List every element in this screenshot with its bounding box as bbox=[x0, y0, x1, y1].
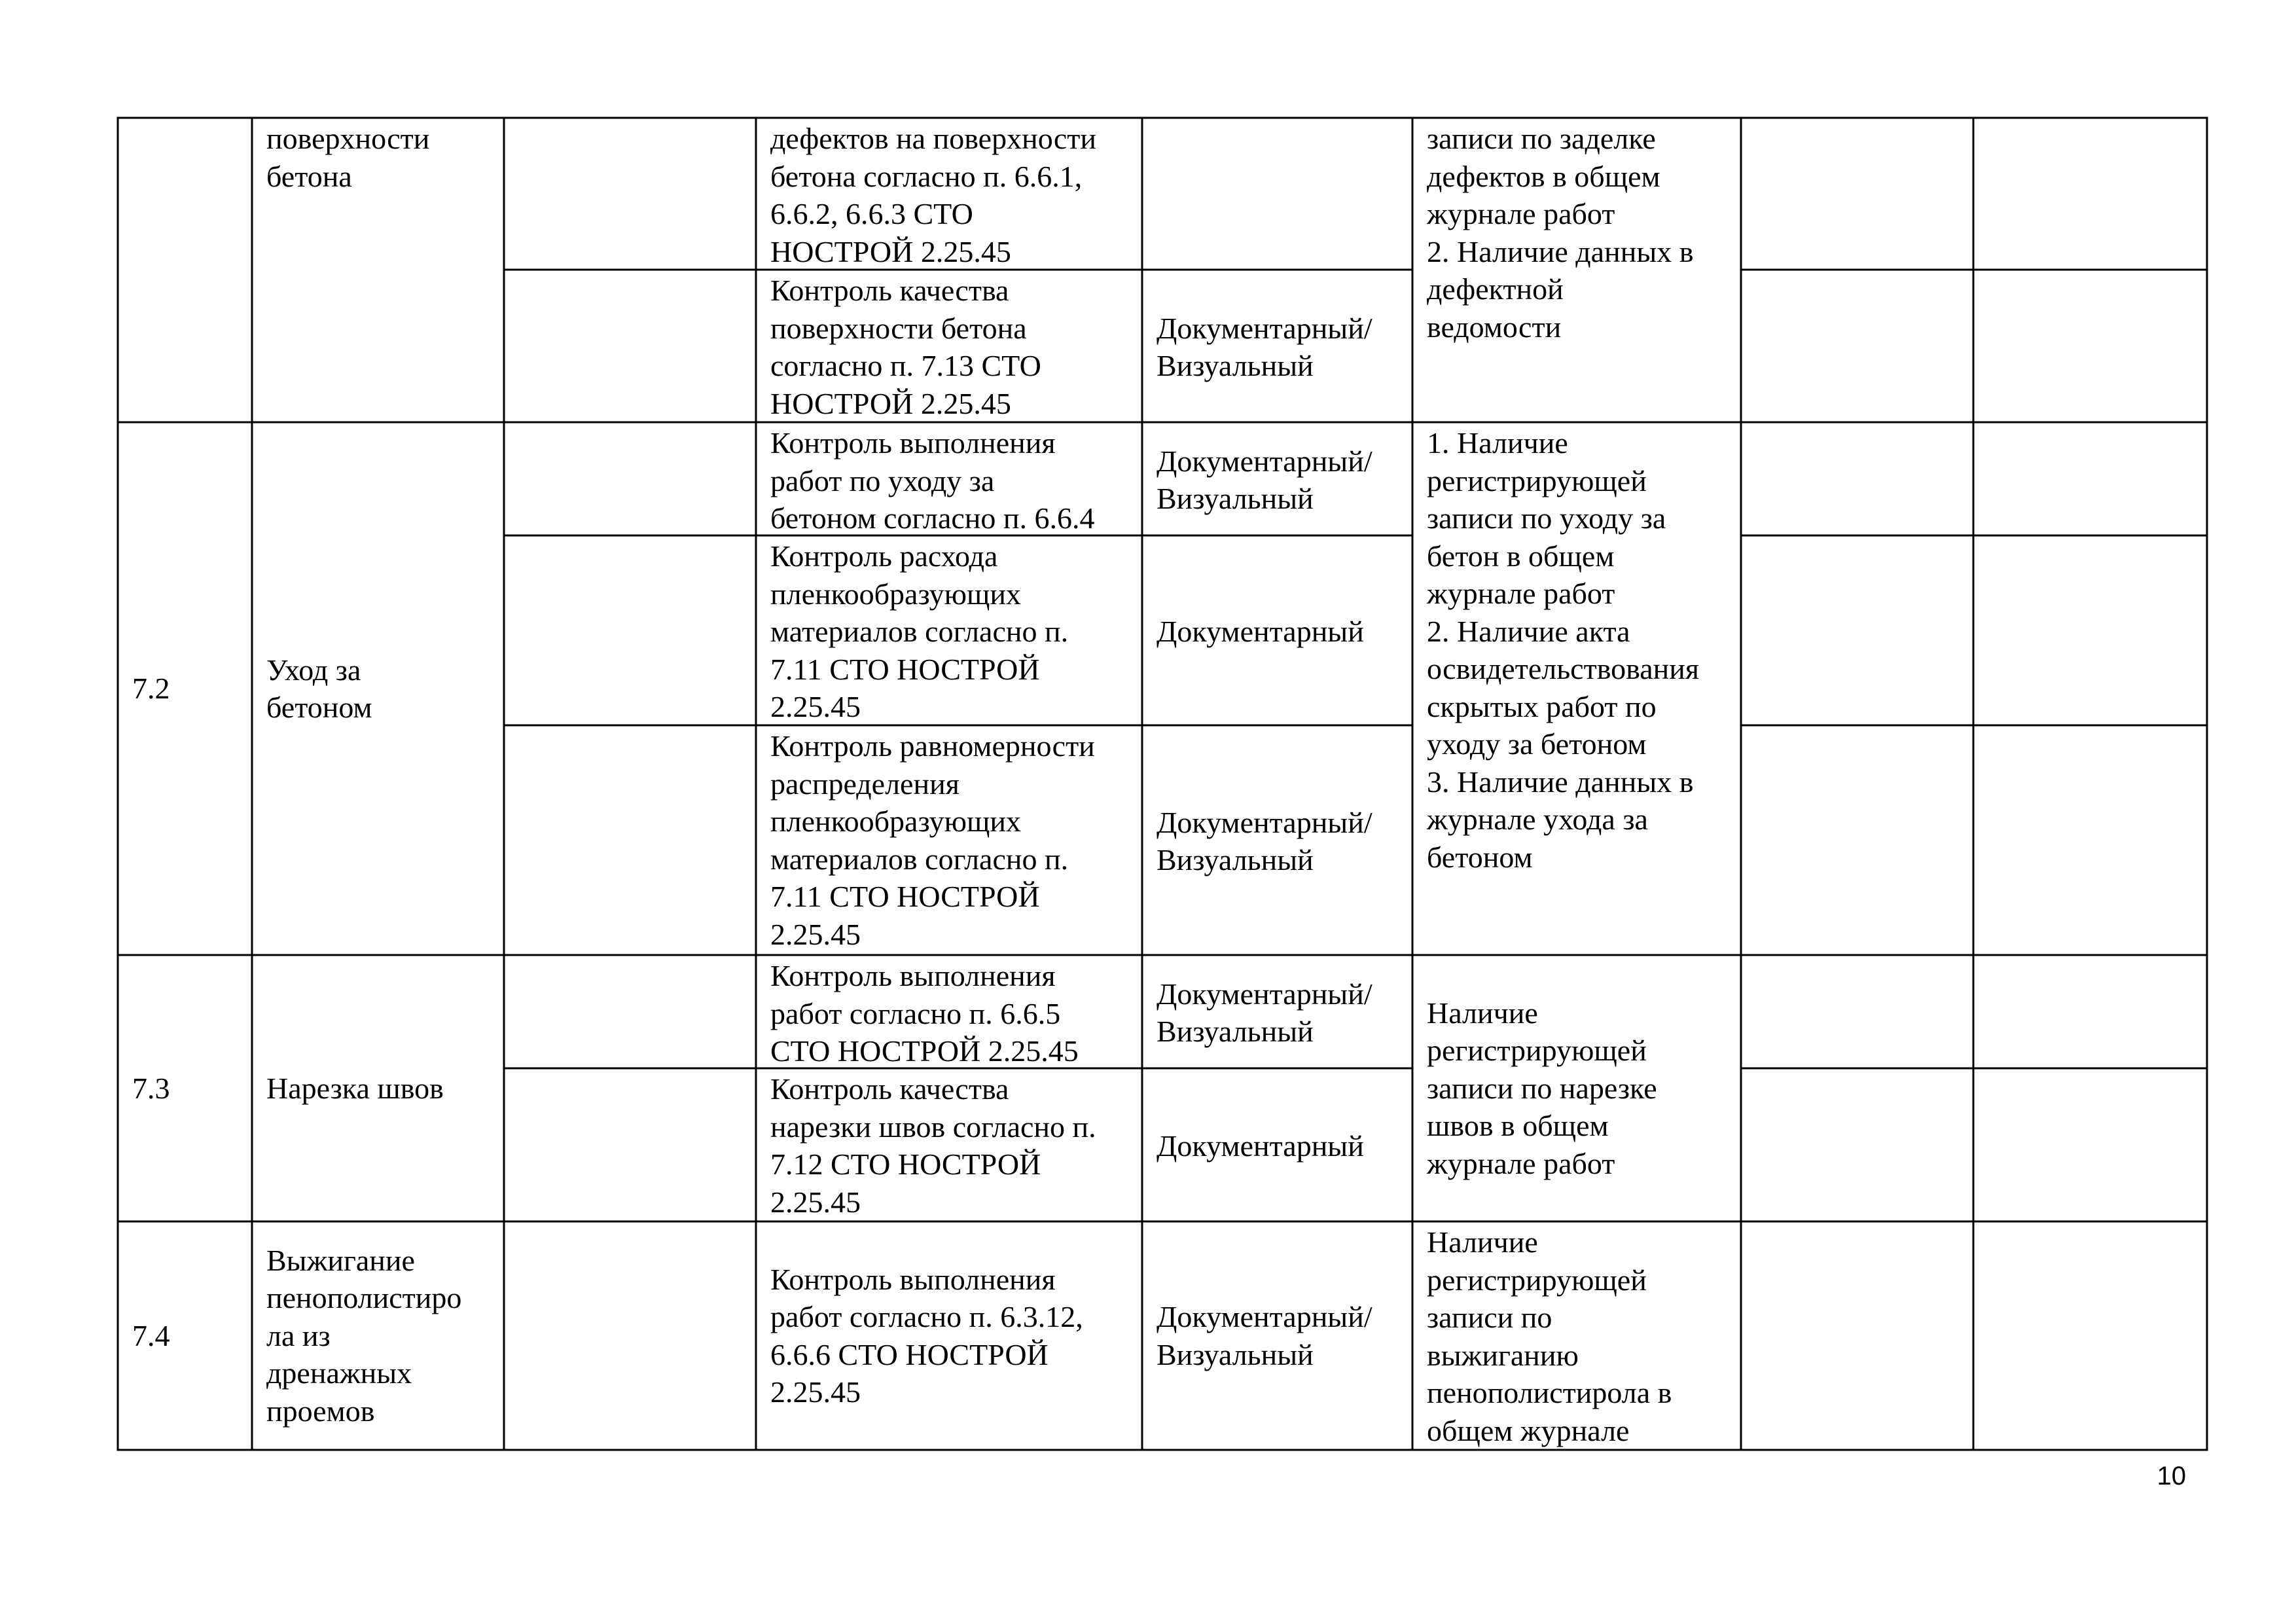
control-method-text: Документарный/ Визуальный bbox=[1157, 444, 1372, 515]
control-item-cell: Контроль выполнения работ согласно п. 6.6.5 СТО НОСТРОЙ 2.25.45 bbox=[770, 959, 1079, 1068]
control-item-cell: Контроль выполнения работ по уходу за бетоном согласно п. 6.6.4 bbox=[770, 426, 1095, 535]
row-number-text: 7.3 bbox=[132, 1071, 170, 1105]
control-method-text: Документарный bbox=[1157, 614, 1364, 648]
work-name-text: Уход за бетоном bbox=[266, 653, 372, 724]
row-number-text: 7.2 bbox=[132, 672, 170, 706]
control-item-cell: дефектов на поверхности бетона согласно п. 6.6.1, 6.6.2, 6.6.3 СТО НОСТРОЙ 2.25.45 bbox=[770, 122, 1096, 268]
control-method-cell bbox=[1142, 1221, 1412, 1450]
row-number-cell bbox=[118, 1221, 252, 1450]
control-item-cell: Контроль расхода пленкообразующих материалов согласно п. 7.11 СТО НОСТРОЙ 2.25.45 bbox=[770, 539, 1069, 723]
control-method-cell bbox=[1142, 120, 1412, 270]
control-item-cell: Контроль качества нарезки швов согласно п. 7.12 СТО НОСТРОЙ 2.25.45 bbox=[770, 1072, 1096, 1219]
documentation-text: Наличие регистрирующей записи по нарезке швов в общем журнале работ bbox=[1427, 996, 1657, 1180]
control-method-cell bbox=[1142, 727, 1412, 955]
control-method-cell bbox=[1142, 957, 1412, 1068]
control-method-text: Документарный/ Визуальный bbox=[1157, 977, 1372, 1048]
work-name-text: Выжигание пенополистиро ла из дренажных проемов bbox=[266, 1243, 462, 1428]
row-number-cell bbox=[118, 955, 252, 1221]
row-number-text: 7.4 bbox=[132, 1318, 170, 1352]
work-name-cell bbox=[252, 955, 504, 1221]
control-method-text: Документарный/ Визуальный bbox=[1157, 805, 1372, 876]
control-method-cell bbox=[1142, 537, 1412, 725]
documentation-cell bbox=[1412, 955, 1741, 1221]
control-method-cell bbox=[1142, 1070, 1412, 1221]
page-number: 10 bbox=[2157, 1462, 2186, 1490]
control-item-cell: Контроль качества поверхности бетона согласно п. 7.13 СТО НОСТРОЙ 2.25.45 bbox=[770, 274, 1041, 420]
control-item-cell: Контроль равномерности распределения пленкообразующих материалов согласно п. 7.11 СТО НОСТРОЙ 2.25.45 bbox=[770, 729, 1095, 951]
row-number-cell bbox=[118, 422, 252, 955]
row-number-cell bbox=[118, 120, 252, 422]
documentation-cell: 1. Наличие регистрирующей записи по уходу за бетон в общем журнале работ 2. Наличие акта освидетельствования скрытых работ по уходу за бетоном 3. Наличие данных в журнале ухода за бетоном bbox=[1427, 426, 1700, 874]
control-method-cell bbox=[1142, 424, 1412, 535]
documentation-cell: записи по заделке дефектов в общем журнале работ 2. Наличие данных в дефектной ведомости bbox=[1427, 122, 1694, 344]
work-name-cell bbox=[252, 1221, 504, 1450]
work-name-cell: поверхности бетона bbox=[266, 122, 430, 193]
control-item-cell bbox=[756, 1221, 1142, 1450]
documentation-cell: Наличие регистрирующей записи по выжиганию пенополистирола в общем журнале bbox=[1427, 1225, 1672, 1447]
control-item-text: Контроль выполнения работ согласно п. 6.3.12, 6.6.6 СТО НОСТРОЙ 2.25.45 bbox=[770, 1262, 1083, 1409]
work-name-cell bbox=[252, 422, 504, 955]
control-method-text: Документарный/ Визуальный bbox=[1157, 311, 1372, 382]
work-name-text: Нарезка швов bbox=[266, 1071, 444, 1105]
control-method-cell bbox=[1142, 272, 1412, 422]
control-method-text: Документарный bbox=[1157, 1128, 1364, 1163]
control-method-text: Документарный/ Визуальный bbox=[1157, 1300, 1372, 1371]
